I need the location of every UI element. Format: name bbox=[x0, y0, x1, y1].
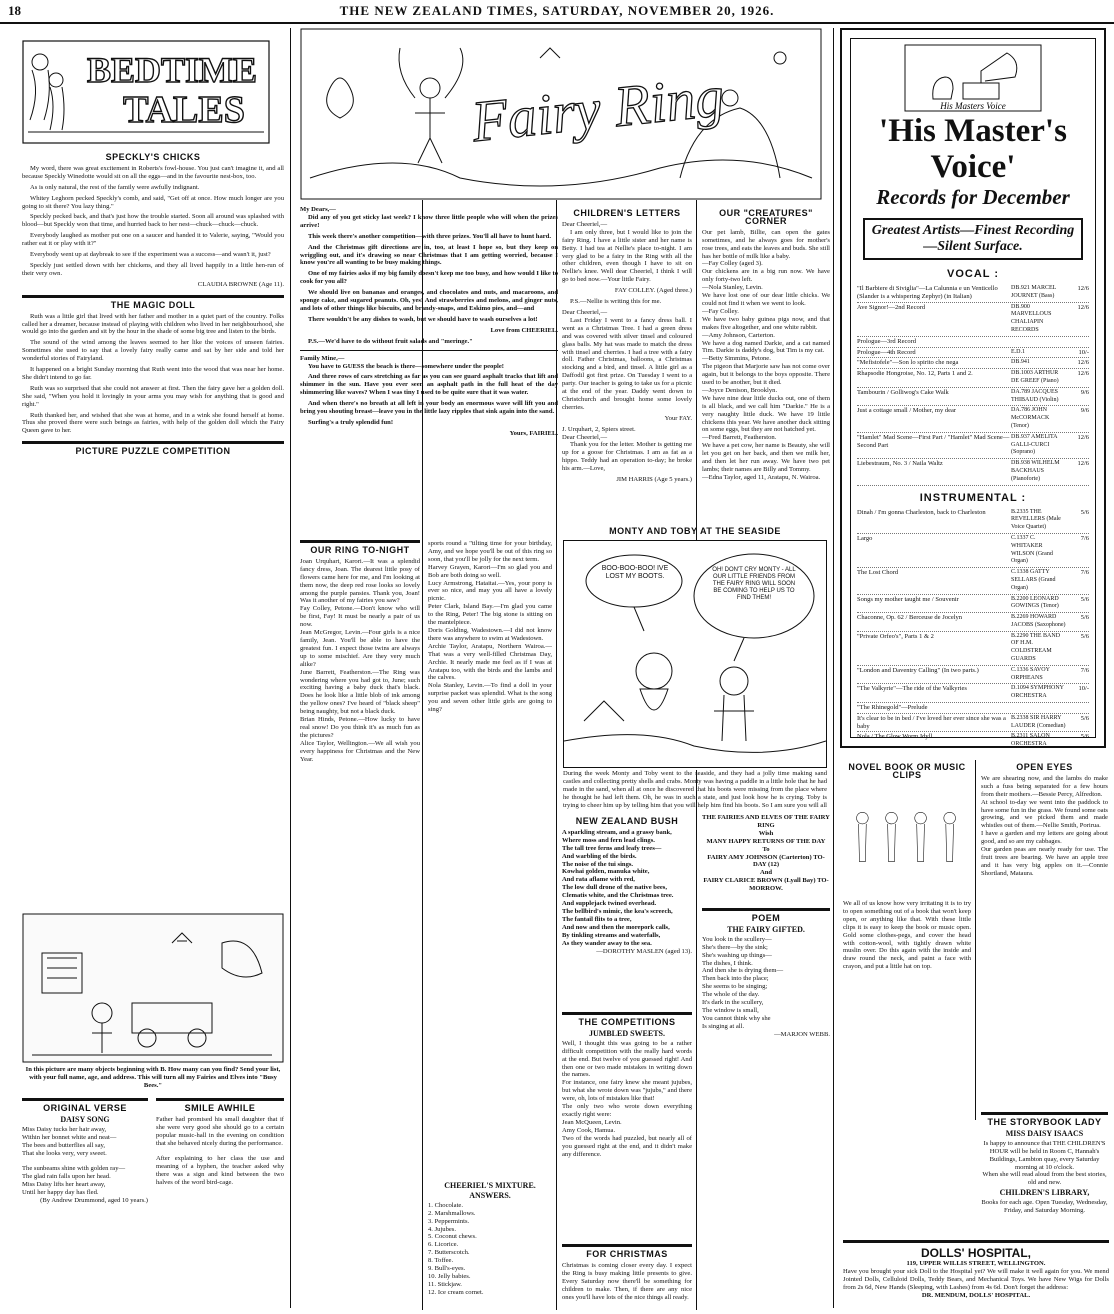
record-price: 12/6 bbox=[1077, 359, 1089, 367]
poem-text: You look in the scullery— She's there—by the sink; She's washing up things— The dishes, I think. And then she is drying them— Then back into the place; She seems to be singing; The whole of the day. It's dark in the scullery, The window is small, You cannot think why she Is singing at all. bbox=[702, 935, 784, 1030]
record-catalogue: C.1336 SAVOY ORPHEANS bbox=[1011, 666, 1050, 681]
record-row bbox=[857, 358, 1089, 369]
record-price: 12/6 bbox=[1077, 370, 1089, 378]
record-row bbox=[857, 337, 1089, 348]
record-catalogue: D.1094 SYMPHONY ORCHESTRA bbox=[1011, 685, 1064, 700]
record-price: 5/6 bbox=[1080, 614, 1089, 622]
record-catalogue: DB.937 AMELITA GALLI-CURCI (Soprano) bbox=[1011, 433, 1058, 456]
answer-item: 11. Stickjaw. bbox=[428, 1280, 462, 1288]
record-title: Liebestraum, No. 3 / Naila Waltz bbox=[857, 460, 943, 468]
record-title: Prologue—4th Record bbox=[857, 348, 916, 356]
creatures-text: Our pet lamb, Billie, can open the gates sometimes, and he always goes for mother's rose trees, and eats the leaves and buds. She still has her bottle of milk like a baby. —Fay Colley (aged 3). Our chickens are in a big run now. We have only forty-two left. —Nola Stanley, Levin. We have lost one of our dear little chicks. We could not find it when we went to look. —Fay Colley. We have two baby guinea pigs now, and that makes five altogether, and one white rabbit. —Amy Johnson, Carterton. We have a dog named Darkie, and a cat named Tim. Darkie is daddy's dog, but Tim is my cat. —Betty Simmins, Petone. The pigeon that Marjorie saw has not come over again, but it belongs to the boys opposite. There used to be another, but it died. —Joyce Denison, Brooklyn. We have nine dear little ducks out, one of them is all black, and we call him "Darkie." He is a very naughty little duck. We have 19 little chickens this year. We have another duck sitting on some eggs, but they are not hatched yet. —Fred Barrett, Featherston. We have a pet cow, her name is Beauty, she will let you get on her back, and then we milk her, and then let her run away. We have two pet lambs; their names are Billy and Tommy. —Edna Taylor, aged 11, Aratapu, N. Wairoa. bbox=[702, 228, 830, 481]
masthead bbox=[0, 0, 1114, 24]
record-price: 10/- bbox=[1078, 348, 1089, 356]
smile-text: Father had promised his small daughter that if she were very good she should go to a certain popular music-hall in the evening on condition that she behaved nicely during the performance. After explaining to her class the use and meaning of a hyphen, the teacher asked why there was a sign and kind between the two halves of the word bird-cage. bbox=[156, 1115, 284, 1187]
answer-item: 3. Peppermints. bbox=[428, 1217, 470, 1225]
toby-speech: OH! DON'T CRY MONTY - ALL OUR LITTLE FRIENDS FROM THE FAIRY RING WILL SOON BE COMING TO HELP US TO FIND THEM! bbox=[712, 567, 796, 601]
speckly-heading: SPECKLY'S CHICKS bbox=[105, 152, 201, 162]
answers-heading: ANSWERS. bbox=[469, 1190, 511, 1200]
answer-item: 4. Jujubes. bbox=[428, 1225, 457, 1233]
storybook-lady bbox=[981, 1112, 1108, 1242]
paragraph: Did any of you get sticky last week? I know three little people who will when the prizes arrive! bbox=[300, 213, 558, 229]
picture-puzzle-heading: PICTURE PUZZLE COMPETITION bbox=[75, 446, 231, 457]
paragraph: And three rows of cars stretching as far as you can see guard asphalt tracks that lift and shimmer in the sun. Have you ever seen an asphalt path in the full heat of the day shimmering like waves? When I was tiny I used to be quite sure that it was water. bbox=[300, 373, 558, 397]
verse-title: DAISY SONG bbox=[60, 1114, 110, 1124]
record-price: 9/6 bbox=[1080, 407, 1089, 415]
record-catalogue: C.1338 GATTY SELLARS (Grand Organ) bbox=[1011, 569, 1056, 591]
instrumental-heading: INSTRUMENTAL : bbox=[919, 491, 1027, 504]
novel-clips-text: We all of us know how very irritating it is to try to open something out of a book that won't keep open, or anything like that. With these little clips it is easy to keep the book or music open. Gold some clothes-pegs, and cover the head with cotton-wool, with tightly drawn white muslin over. Do this again with the inside and draw round the neck, and paint a face with crayon, and put a little hat on top. bbox=[843, 900, 971, 971]
record-title: Dinah / I'm gonna Charleston, back to Charleston bbox=[857, 508, 986, 516]
signature: Love from CHEERIEL. bbox=[490, 326, 558, 334]
dolls-hospital bbox=[843, 1240, 1109, 1310]
answer-item: 6. Licorice. bbox=[428, 1241, 459, 1249]
record-catalogue: C.1337 C. WHITAKER WILSON (Grand Organ) bbox=[1011, 534, 1053, 565]
record-catalogue bbox=[1011, 338, 1067, 346]
paragraph: My word, there was great excitement in Roberts's fowl-house. You just can't imagine it, and all because Speckly Winedotte would sit on all the eggs—and in the favourite nest-box, too. bbox=[22, 164, 284, 180]
salutation: Dear Cheeriel,— bbox=[562, 308, 608, 316]
record-row bbox=[857, 406, 1089, 432]
poem-title: THE FAIRY GIFTED. bbox=[727, 924, 805, 934]
record-price: 5/6 bbox=[1080, 632, 1089, 640]
vocal-heading: VOCAL : bbox=[946, 268, 1000, 280]
monty-toby-cartoon bbox=[563, 540, 827, 768]
hmv-subtitle: Records for December bbox=[876, 185, 1070, 209]
bedtime-tales-banner bbox=[22, 40, 270, 144]
paragraph: We should live on bananas and oranges, and chocolates and nuts, and macaroons, and sponge cake, and sugared peanuts. Oh, yes! And strawberries and melons, and ginger nuts, and lots of other things like biscuits, and brandy-snaps, and Eskimo pies, and—and bbox=[300, 289, 558, 312]
hmv-title: 'His Master's Voice' bbox=[879, 113, 1067, 185]
picture-puzzle-illustration bbox=[22, 913, 284, 1063]
childrens-letters bbox=[562, 206, 692, 536]
paragraph: You have to GUESS the beach is there—somewhere under the people! bbox=[308, 362, 504, 370]
smile-awhile bbox=[156, 1098, 284, 1308]
monty-speech: BOO-BOO-BOO! IVE LOST MY BOOTS. bbox=[601, 565, 669, 580]
record-row bbox=[857, 388, 1089, 407]
paragraph: Speckly pecked back, and that's just how the trouble started. Soon all around was splashed with blood—but Speckly won that time, and hurried back to her nest—chuck—chuck—chuck. bbox=[22, 213, 284, 229]
record-row bbox=[857, 666, 1089, 685]
record-price: 12/6 bbox=[1077, 460, 1089, 468]
paragraph: As is only natural, the rest of the family were awfully indignant. bbox=[30, 183, 200, 191]
record-price: 5/6 bbox=[1080, 714, 1089, 722]
record-price: 12/6 bbox=[1077, 303, 1089, 311]
record-price: 10/- bbox=[1078, 685, 1089, 693]
record-title: Chaconne, Op. 62 / Berceuse de Jocelyn bbox=[857, 614, 963, 622]
dolls-hospital-heading: DOLLS' HOSPITAL, bbox=[921, 1246, 1031, 1260]
childrens-letters-heading: CHILDREN'S LETTERS bbox=[573, 208, 681, 218]
record-row bbox=[857, 684, 1089, 703]
paragraph: This week there's another competition—with three prizes. You'll all have to hunt hard. bbox=[308, 232, 551, 240]
record-title: Tambourin / Golliwog's Cake Walk bbox=[857, 388, 949, 396]
birthday-line: FAIRY CLARICE BROWN (Lyall Bay) TO-MORROW. bbox=[703, 877, 829, 893]
salutation: Dear Cheeriel,— bbox=[562, 433, 608, 441]
record-price: 7/6 bbox=[1080, 569, 1089, 577]
record-row bbox=[857, 595, 1089, 614]
birthday-line: And bbox=[759, 869, 773, 877]
signature: Your FAY. bbox=[664, 414, 692, 422]
hmv-advertisement bbox=[840, 28, 1106, 748]
record-catalogue: DB.938 WILHELM BACKHAUS (Pianoforte) bbox=[1011, 460, 1060, 482]
record-catalogue: B.2338 SIR HARRY LAUDER (Comedian) bbox=[1011, 714, 1066, 729]
paragraph: I am only three, but I would like to join the fairy Ring. I have a little sister and her name is Betty. I had tea at Nellie's place to-night. I am very glad to be a fairy in the Ring with all the other children, even though I have to sit on Nellie's knee. Well dear Cheeriel, I think I will go to bed now.—Your little Fairy. bbox=[562, 228, 692, 284]
paragraph: Everybody went up at daybreak to see if the experiment was a success—and wasn't it, just? bbox=[30, 251, 271, 259]
record-title: The Lost Chord bbox=[857, 569, 899, 577]
record-price: 9/6 bbox=[1080, 388, 1089, 396]
answer-item: 7. Butterscotch. bbox=[428, 1249, 470, 1257]
competition-subheading: JUMBLED SWEETS. bbox=[588, 1028, 666, 1038]
paragraph: There wouldn't be any dishes to wash, but we should have to wash ourselves a lot! bbox=[308, 315, 538, 323]
nz-bush-heading: NEW ZEALAND BUSH bbox=[575, 816, 679, 826]
answer-item: 5. Coconut chews. bbox=[428, 1233, 477, 1241]
answers-list bbox=[428, 1202, 552, 1297]
bedtime-word: BEDTIME bbox=[86, 50, 258, 90]
answer-item: 1. Chocolate. bbox=[428, 1201, 463, 1209]
record-title: Just a cottage small / Mother, my dear bbox=[857, 407, 957, 415]
record-catalogue: DB.921 MARCEL JOURNET (Bass) bbox=[1011, 285, 1057, 299]
record-row bbox=[857, 459, 1089, 485]
record-title: "Hamlet" Mad Scene—First Part / "Hamlet" Mad Scene—Second Part bbox=[857, 433, 1010, 449]
mixture-heading: CHEERIEL'S MIXTURE. bbox=[444, 1181, 536, 1190]
paragraph: Surfing's a truly splendid fun! bbox=[308, 418, 394, 426]
birthday-line: THE FAIRIES AND ELVES OF THE FAIRY RING bbox=[702, 814, 830, 829]
record-catalogue: B.2335 THE REVELLERS (Male Voice Quartet) bbox=[1011, 508, 1061, 531]
svg-text:Fairy Ring: Fairy Ring bbox=[468, 63, 728, 155]
open-eyes bbox=[981, 760, 1108, 1110]
record-title: "Il Barbiere di Siviglia"—La Calunnia e un Venticello (Slander is a whispering Zephyr) (in Italian) bbox=[857, 285, 998, 300]
hmv-tagline: Greatest Artists—Finest Recording—Silent Surface. bbox=[863, 218, 1083, 260]
record-row bbox=[857, 613, 1089, 632]
newspaper-title: THE NEW ZEALAND TIMES, SATURDAY, NOVEMBER 20, 1926. bbox=[339, 3, 775, 18]
salutation: Dear Cheeriel,— bbox=[562, 220, 608, 228]
our-ring-column bbox=[300, 540, 420, 1308]
answers-box bbox=[428, 1180, 552, 1308]
signature: —MARJON WEBB. bbox=[774, 1030, 830, 1038]
puzzle-caption: In this picture are many objects beginning with B. How many can you find? Send your list, with your full name, age, and address. This will turn all my Fairies and Elves into "Busy Bees." bbox=[25, 1066, 281, 1089]
nz-bush bbox=[562, 814, 692, 1009]
monty-heading: MONTY AND TOBY AT THE SEASIDE bbox=[609, 526, 781, 536]
paragraph: And the Christmas gift directions are in, too, at least I hope so, but they keep on wriggling out, and it's drawing so near Christmas that I am getting worried, because I know you're all wanting to be busy making things. bbox=[300, 243, 558, 267]
record-title: Largo bbox=[857, 534, 873, 542]
tales-word: TALES bbox=[123, 89, 245, 131]
signature: CLAUDIA BROWNE (Age 11). bbox=[197, 280, 284, 288]
cheeriel-letter bbox=[300, 206, 558, 536]
christmas-heading: FOR CHRISTMAS bbox=[586, 1249, 668, 1259]
record-row bbox=[857, 632, 1089, 666]
signature: —DOROTHY MASLEN (aged 13). bbox=[596, 947, 692, 955]
birthday-line: FAIRY AMY JOHNSON (Carterton) TO-DAY (12) bbox=[707, 853, 825, 869]
record-catalogue: DB.941 bbox=[1011, 359, 1030, 366]
library-heading: CHILDREN'S LIBRARY, bbox=[999, 1188, 1090, 1198]
paragraph: The sound of the wind among the leaves seemed to her like the voices of unseen fairies. Sometimes she used to say that a lovely fairy really came and sat by her side and told her wonderful stories of Fairyland. bbox=[22, 339, 284, 363]
monty-story: During the week Monty and Toby went to the seaside, and they had a jolly time making sand castles and collecting pretty shells and crabs. Monty was having a paddle in a little hole that he had made in the sand, when all at once he discovered that his boots were missing from the place where he thought he had left them. Oh, he was in such a state, and just look how he is crying. Toby is trying to cheer him up by telling him that you will help him find his boots. So I am sure you will all bbox=[563, 770, 827, 809]
paragraph: Last Friday I went to a fancy dress ball. I went as a Christmas Tree. I had a green dress and was covered with silver tinsel and coloured glass balls. My hat was made to match the dress with tinsel and cherries. I had a tree with a fairy doll. Father Christmas, balloons, a Christmas stocking and a bird, and tinsel. A little girl as a Daffodil got first prize. On Tuesday I went to a party. Our teacher is going to take us for a picnic at the end of the year. Daddy went down to Christchurch and brought home some lovely cherries. bbox=[562, 316, 692, 411]
record-title: Rhapsodie Hongroise, No. 12, Parts 1 and 2. bbox=[857, 370, 973, 378]
record-title: "Private Orfeo's", Parts 1 & 2 bbox=[857, 632, 934, 640]
record-title: Nola / The Glow Worm Idyll bbox=[857, 733, 933, 741]
creatures-heading: OUR "CREATURES" CORNER bbox=[719, 208, 813, 226]
record-title: "The Rhinegold"—Prelude bbox=[857, 704, 928, 712]
our-ring-heading: OUR RING TO-NIGHT bbox=[310, 545, 410, 555]
postscript: P.S.—Nellie is writing this for me. bbox=[570, 298, 662, 306]
clothes-peg-dolls bbox=[843, 778, 971, 896]
paragraph: Whitey Leghorn pecked Speckly's comb, and said, "Get off at once. How much longer are you going to sit there? You lazy thing." bbox=[22, 194, 284, 210]
bush-poem: A sparkling stream, and a grassy bank, Where moss and fern lead clings. The tall tree ferns and leafy trees— And warbling of the birds. The noise of the tui sings. Kowhai golden, manuka white, And rata aflame with red, The low dull drone of the native bees, Clematis white, and the Christmas tree. And supplejack twined overhead. The bellbird's mimic, the kea's screech, The fantail flits to a tree, And now and then the morepork calls, By tinkling streams and waterfalls, As they wander away to the sea. bbox=[562, 828, 674, 947]
fairy-ring-banner bbox=[300, 28, 822, 200]
competitions-heading: THE COMPETITIONS bbox=[578, 1017, 676, 1027]
paragraph: Ruth thanked her, and wished that she was at home, and in a wink she found herself at home. Thus she proved there were such beings as fairies, with help of the golden doll which the Fairy Queen gave to her. bbox=[22, 411, 284, 435]
record-catalogue: DA.789 JACQUES THIBAUD (Violin) bbox=[1011, 388, 1059, 403]
record-row bbox=[857, 714, 1089, 733]
paragraph: Ruth was so surprised that she could not answer at first. Then the fairy gave her a golden doll. She said, "When you hold it lovingly in your arms you may wish for anything that is good and right." bbox=[22, 384, 284, 408]
record-catalogue: DA.786 JOHN McCORMACK (Tenor) bbox=[1011, 407, 1050, 429]
magic-doll-heading: THE MAGIC DOLL bbox=[110, 299, 196, 310]
column-1 bbox=[22, 150, 284, 910]
record-catalogue: B.2290 THE BAND OF H.M. COLDSTREAM GUARDS bbox=[1011, 632, 1061, 663]
record-catalogue: DB.900 MARVELLOUS CHALIAPIN RECORDS bbox=[1011, 303, 1052, 333]
competitions bbox=[562, 1012, 692, 1240]
answer-item: 12. Ice cream cornet. bbox=[428, 1288, 484, 1296]
paragraph: It happened on a bright Sunday morning that Ruth went into the wood that was near her home. She didn't intend to go far. bbox=[22, 366, 284, 381]
paragraph: And when there's no breath at all left in your body an enormous wave will lift you and bring you shouting breast—leave you in the little lazy ripples that sink again into the sand. bbox=[300, 400, 558, 416]
dolls-hospital-name: DR. MENDUM, DOLLS' HOSPITAL. bbox=[921, 1291, 1031, 1299]
dolls-hospital-text: Have you brought your sick Doll to the Hospital yet? We will make it well again for you. We mend Jointed Dolls, Celluloid Dolls, Teddy Bears, and Mechanical Toys. We have New Wigs for Dolls from 2s 6d, New Hands (Sleeping, with Lashes) from 4s 6d. Don't forget the address: bbox=[843, 1267, 1109, 1291]
open-eyes-text: We are shearing now, and the lambs do make such a fuss being separated for a few hours from their mothers.—Bessie Percy, Alfredton. At school to-day we went into the paddock to have some fun in the grass. We found some oats growing, and we picked them and made whistles out of them.—Nellie Smith, Porirua. I have a garden and my letters are going about good, and so are my cabbages. Our garden peas are nearly ready for use. The fruit trees are bearing. We have an apple tree and it has very big apples on it.—Connie Shortland, Mataura. bbox=[981, 774, 1108, 877]
column-rule bbox=[696, 200, 697, 540]
paragraph: One of my fairies asks if my big family doesn't keep me too busy, and how would I like to cook for you all? bbox=[300, 270, 558, 286]
salutation: My Dears,— bbox=[300, 206, 336, 213]
paragraph: Everybody laughed as mother put one on a saucer and handed it to Valerie, saying, "Would you rather eat it or play with it?" bbox=[22, 232, 284, 248]
column-rule bbox=[833, 28, 834, 1308]
birthday-line: To bbox=[762, 845, 770, 853]
ring-text: Joan Urquhart, Karori.—It was a splendid fancy dress, Joan. The dearest little posy of flowers came here for me, and I'm looking at them now, the deep red rose looks so lovely among the purple pansies. Thank you, Joan! Was it another of my fairies you saw? Fay Colley, Petone.—Don't know who will be first, Fay! It must be nearly a pair of us now. Jean McGregor, Levin.—Four girls is a nice family, Jean. You'll be able to have the greatest fun. I expect those twins are always up to some mischief. Are they very much alike? June Barrett, Featherston.—The Ring was wondering where you had got to, June; such exciting having a baby duck that's black. Does he look like a little blob of ink among the yellow ones? I've heard of "black sheep" being naughty, but not a black duck. Brian Hinds, Petone.—How lucky to have real snow! Do you think it's as much fun as the pictures? Alice Taylor, Wellington.—We all wish you every happiness for Christmas and the New Year. bbox=[300, 557, 420, 763]
for-christmas bbox=[562, 1244, 692, 1308]
record-row bbox=[857, 303, 1089, 337]
library-text: Books for each age. Open Tuesday, Wednesday, Friday, and Saturday Morning. bbox=[981, 1199, 1108, 1215]
record-catalogue: B.2269 HOWARD JACOBS (Saxophone) bbox=[1011, 614, 1066, 628]
record-price: 5/6 bbox=[1080, 595, 1089, 603]
record-row bbox=[857, 703, 1089, 714]
record-price: 5/6 bbox=[1080, 508, 1089, 516]
storybook-heading: THE STORYBOOK LADY bbox=[987, 1117, 1102, 1127]
record-price: 7/6 bbox=[1080, 666, 1089, 674]
record-row bbox=[857, 508, 1089, 534]
signature: J. Urquhart, 2, Spiers street. bbox=[562, 425, 636, 433]
signature: JIM HARRIS (Age 5 years.) bbox=[616, 476, 692, 484]
poem-section bbox=[702, 908, 830, 1248]
record-catalogue: E.D.1 bbox=[1011, 348, 1025, 355]
record-row bbox=[857, 284, 1089, 303]
record-row bbox=[857, 534, 1089, 568]
paragraph: Speckly just settled down with her chickens, and they all lived happily in a little hen-run of their very own. bbox=[22, 261, 284, 277]
record-title: "Mefistofele"—Son lo spirito che nega bbox=[857, 359, 959, 367]
monty-heading-wrap bbox=[563, 526, 827, 540]
salutation: Family Mine,— bbox=[300, 354, 345, 362]
verse-text: Miss Daisy tucks her hair away, Within her bonnet white and neat— The bees and butterflies all say, That she looks very, very sweet. The sunbeams shine with golden ray— The glad rain falls upon her head. Miss Daisy lifts her heart away, Until her happy day has fled. bbox=[22, 1125, 126, 1197]
christmas-text: Christmas is coming closer every day. I expect the Ring is busy making little presents to give. Every Saturday now there'll be something for children to make. Then, if there are any nice ones you'll have lots of the nice things all ready. bbox=[562, 1261, 692, 1301]
novel-heading-wrap bbox=[843, 760, 971, 778]
answer-item: 2. Marshmallows. bbox=[428, 1209, 476, 1217]
record-price: 7/6 bbox=[1080, 534, 1089, 542]
record-row bbox=[857, 732, 1089, 748]
signature: Yours, FAIRIEL. bbox=[509, 429, 558, 437]
answer-item: 10. Jelly babies. bbox=[428, 1272, 471, 1280]
birthday-line: MANY HAPPY RETURNS OF THE DAY bbox=[706, 837, 826, 845]
original-verse bbox=[22, 1098, 148, 1308]
creatures-corner bbox=[702, 206, 830, 536]
competition-text: Well, I thought this was going to be a rather difficult competition with the really hard words at the end. But twelve of you guessed right! And then one or two made mistakes in writing down the names. For instance, one fairy knew she meant jujubes, but what she wrote down was "jujubs," and there were, oh, lots of mistakes like that! The only two who wrote down everything exactly right were: Jean McQueen, Levin. Amy Cook, Hamua. Two of the words had puzzled, but nearly all of you guessed right at the end, and it didn't make any difference. bbox=[562, 1039, 692, 1158]
record-catalogue: B.2311 SALON ORCHESTRA bbox=[1011, 733, 1050, 748]
svg-text:His Masters Voice: His Masters Voice bbox=[940, 101, 1006, 111]
record-catalogue: DB.1003 ARTHUR DE GREEF (Piano) bbox=[1011, 370, 1059, 384]
record-row bbox=[857, 568, 1089, 594]
record-row bbox=[857, 348, 1089, 359]
birthday-line: Wish bbox=[758, 829, 774, 837]
paragraph: Thank you for the letter. Mother is getting me up for a goose for Christmas. I am as fat as a hippo. Teddy had an operation to-day; he broke his arm.—Love, bbox=[562, 441, 692, 473]
instrumental-records bbox=[857, 508, 1089, 748]
signature: FAY COLLEY. (Aged three.) bbox=[614, 287, 692, 295]
smile-awhile-heading: SMILE AWHILE bbox=[184, 1103, 256, 1113]
column-rule bbox=[975, 760, 976, 1120]
birthday-notice bbox=[702, 814, 830, 904]
page-number: 18 bbox=[8, 3, 21, 18]
record-price bbox=[1067, 704, 1089, 712]
poem-heading: POEM bbox=[751, 913, 781, 923]
record-title: "The Valkyrie"—The ride of the Valkyries bbox=[857, 685, 967, 693]
record-title: "London and Daventry Calling" (In two parts.) bbox=[857, 666, 979, 674]
record-row bbox=[857, 433, 1089, 459]
dolls-hospital-address: 119, UPPER WILLIS STREET, WELLINGTON. bbox=[906, 1260, 1046, 1267]
vocal-records bbox=[857, 284, 1089, 486]
postscript: P.S.—We'd have to do without fruit salads and "meringe." bbox=[308, 337, 473, 345]
answer-item: 9. Bull's-eyes. bbox=[428, 1265, 466, 1273]
record-title: Prologue—3rd Record bbox=[857, 337, 917, 345]
ring-text: sports round a "tilting time for your birthday, Amy, and we hope you'll be out of this ring so soon, that you'll be jolly for the next term. Harvey Grayen, Karori—I'm so glad you and Bob are both doing so well. Lucy Armstrong, Hataitai.—Yes, your pony is ever so nice, and may you all have a lovely picnic. Peter Clark, Island Bay.—I'm glad you came to the Ring, Peter! The big stone is sitting on the mantelpiece. Doris Golding, Wadestown.—I did not know there was anywhere to swim at Wadestown. Archie Taylor, Aratapu, Northern Wairoa.—That was a very well-filled Christmas Day, Archie. It nearly made me feel as if I was at Aratapu too, with the birds and the lambs and the calves. Nola Stanley, Levin.—To find a doll in your surprise packet was splendid. What is the song you and seven other little girls are going to sing? bbox=[428, 540, 552, 714]
record-row bbox=[857, 369, 1089, 388]
record-title: Songs my mother taught me / Souvenir bbox=[857, 595, 959, 603]
record-title: Ave Signor!—2nd Record bbox=[857, 303, 926, 311]
column-rule bbox=[290, 28, 291, 1308]
record-price: 5/6 bbox=[1080, 733, 1089, 741]
record-price bbox=[1067, 338, 1089, 346]
answer-item: 8. Toffee. bbox=[428, 1257, 454, 1265]
novel-clips-heading: NOVEL BOOK OR MUSIC CLIPS bbox=[848, 762, 966, 778]
record-price: 12/6 bbox=[1077, 285, 1089, 292]
record-catalogue bbox=[1011, 704, 1067, 712]
record-price: 12/6 bbox=[1077, 433, 1089, 441]
record-catalogue: B.2200 LEONARD GOWINGS (Tenor) bbox=[1011, 595, 1059, 610]
storybook-name: MISS DAISY ISAACS bbox=[1005, 1128, 1084, 1138]
column-rule bbox=[696, 770, 697, 1310]
record-title: It's clear to be in bed / I've loved her ever since she was a baby bbox=[857, 714, 1006, 730]
original-verse-heading: ORIGINAL VERSE bbox=[43, 1103, 127, 1113]
paragraph: Ruth was a little girl that lived with her father and mother in a quiet part of the country. Folks called her a dreamer, because instead of playing with children who lived in her neighbourhood, she would go into the garden and sit by the hour in the shade of some big tree and listen to the birds. bbox=[22, 312, 284, 336]
open-eyes-heading: OPEN EYES bbox=[1016, 762, 1073, 772]
gramophone-logo bbox=[903, 43, 1043, 113]
storybook-text: Is happy to announce that THE CHILDREN'S HOUR will be held in Room C, Hannah's Buildings, Lambton quay, every Saturday morning at 10 o'clock. When she will read aloud from the best stories, old and new. bbox=[982, 1139, 1107, 1187]
verse-signature: (By Andrew Drummond, aged 10 years.) bbox=[40, 1196, 148, 1204]
